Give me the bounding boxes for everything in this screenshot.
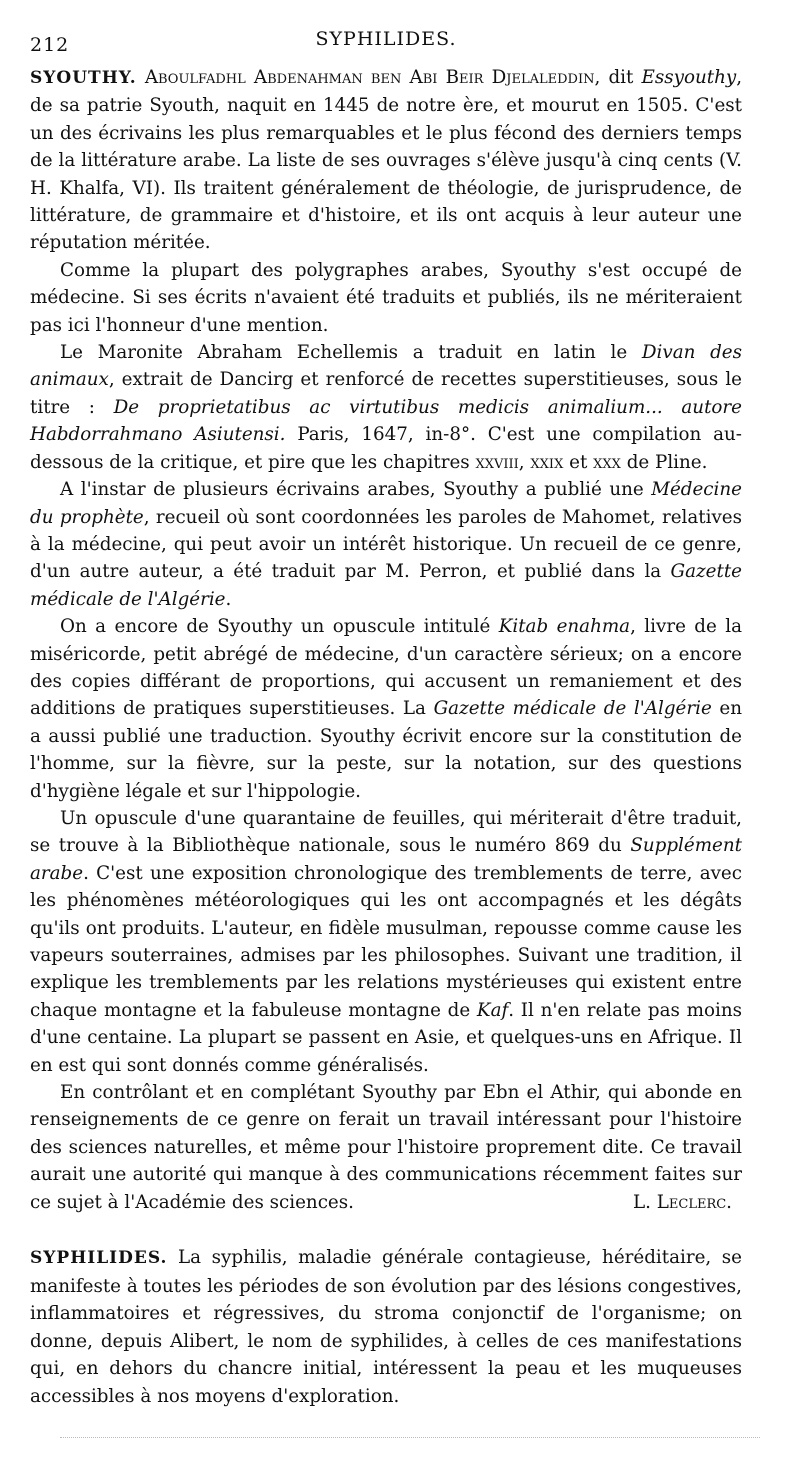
paragraph-syouthy-kitab xyxy=(30,613,742,805)
chapter-numerals: xxviii, xxix xyxy=(475,451,564,473)
text-run: . xyxy=(225,588,232,610)
italic-run: Essyouthy xyxy=(641,67,737,88)
text-run: . C'est une exposition chronologique des tremblements de terre, avec les phénomènes météorologiques qui les ont accompagnés et les dégâts qu'ils ont produits. L'auteur, en fidèle musulman, repousse comme cause les vapeurs souterraines, admises par les philosophes. Suivant une tradition, il explique les tremblements par les relations mystérieuses qui existent entre chaque montagne et la fabuleuse montagne de xyxy=(30,862,742,1021)
headword-syphilides: SYPHILIDES. xyxy=(30,1248,168,1269)
paragraph-syouthy-intro xyxy=(30,64,742,257)
footer-rule xyxy=(60,1437,760,1439)
text-run: , recueil où sont coordonnées les paroles de Mahomet, relatives à la médecine, qui peut avoir un intérêt historique. Un recueil de ce genre, d'un autre auteur, a été traduit par M. Perron, et publié dans la xyxy=(30,506,742,583)
text-run: , livre de la miséricorde, petit abrégé de médecine, d'un caractère sérieux; on a encore des copies différant de proportions, qui accusent un remaniement et des additions de pratiques superstitieuses. La xyxy=(30,616,742,720)
paragraph-syouthy-prophete xyxy=(30,476,742,613)
italic-run: Médecine du prophète xyxy=(30,479,742,528)
text-run: Le Maronite Abraham Echellemis a traduit en latin le xyxy=(60,342,642,364)
italic-run: Gazette médicale de l'Algérie xyxy=(433,698,712,720)
italic-run: Gazette médicale de l'Algérie xyxy=(30,561,742,610)
text-run: , extrait de Dancirg et renforcé de recettes superstitieuses, sous le titre : xyxy=(30,369,742,418)
italic-run: Kitab enahma xyxy=(498,616,631,638)
paragraph-syouthy-divan xyxy=(30,339,742,476)
text-run: , de sa patrie Syouth, naquit en 1445 de notre ère, et mourut en 1505. C'est un des écrivains les plus remarquables et le plus fécond des derniers temps de la littérature arabe. La liste de ses ouvrages s'élève jusqu'à cinq cents (V. H. Khalfa, VI). Ils traitent généralement de théologie, de jurisprudence, de littérature, de grammaire et d'histoire, et ils ont acquis à leur auteur une réputation méritée. xyxy=(30,67,743,254)
text-run: Paris, 1647, in-8°. C'est une compilation au-dessous de la critique, et pire que les chapitres xyxy=(30,424,742,473)
text-run: A l'instar de plusieurs écrivains arabes, Syouthy a publié une xyxy=(60,479,652,501)
italic-run: De proprietatibus ac virtutibus medicis animalium... autore Habdorrahmano Asiutensi. xyxy=(30,396,742,446)
page-header xyxy=(30,28,742,56)
paragraph-syouthy-conclusion: En contrôlant et en complétant Syouthy par Ebn el Athir, qui abonde en renseignements de ce genre on ferait un travail intéressant pour l'histoire des sciences naturelles, et même pour l'histoire proprement dite. Ce travail aurait une autorité qui manque à des communications récemment faites sur ce sujet à l'Académie des sciences. xyxy=(30,1082,742,1213)
author-full-name: Aboulfadhl Abdenahman ben Abi Beir Djelaleddin xyxy=(144,67,595,88)
text-run: On a encore de Syouthy un opuscule intitulé xyxy=(60,616,499,638)
chapter-numeral: xxx xyxy=(593,451,621,473)
text-run: en a aussi publié une traduction. Syouthy écrivit encore sur la constitution de l'homme, sur la fièvre, sur la peste, sur la notation, sur des questions d'hygiène légale et sur l'hippologie. xyxy=(30,698,742,802)
text-run: , dit xyxy=(594,67,642,88)
text-run: La syphilis, maladie générale contagieuse, héréditaire, se manifeste à toutes les périodes de son évolution par des lésions congestives, inflammatoires et régressives, du stroma conjonctif de l'organisme; on donne, depuis Alibert, le nom de syphilides, à celles de ces manifestations qui, en dehors du chancre initial, intéressent la peau et les muqueuses accessibles à nos moyens d'exploration. xyxy=(30,1247,742,1407)
text-run: et xyxy=(563,451,594,473)
text-run: de Pline. xyxy=(620,451,708,473)
headword-syouthy: SYOUTHY. xyxy=(30,68,137,88)
italic-run: Supplément arabe xyxy=(30,835,742,884)
page-body xyxy=(30,64,742,1410)
page-number: 212 xyxy=(30,34,70,56)
running-title: SYPHILIDES. xyxy=(315,28,457,50)
paragraph-syouthy-medicine: Comme la plupart des polygraphes arabes, Syouthy s'est occupé de médecine. Si ses écrits n'avaient été traduits et publiés, ils ne mériteraient pas ici l'honneur d'une mention. xyxy=(30,259,742,336)
text-run: Un opuscule d'une quarantaine de feuilles, qui mériterait d'être traduit, se trouve à la Bibliothèque nationale, sous le numéro 869 du xyxy=(30,807,742,857)
italic-run: Divan des animaux xyxy=(30,342,742,391)
text-run: . Il n'en relate pas moins d'une centaine. La plupart se passent en Asie, et quelques-uns en Afrique. Il en est qui sont donnés comme généralisés. xyxy=(30,999,742,1076)
paragraph-syouthy-earthquakes xyxy=(30,805,742,1079)
author-signature: L. Leclerc. xyxy=(632,1192,732,1214)
paragraph-syphilides xyxy=(30,1244,742,1409)
italic-run: Kaf xyxy=(476,999,509,1021)
